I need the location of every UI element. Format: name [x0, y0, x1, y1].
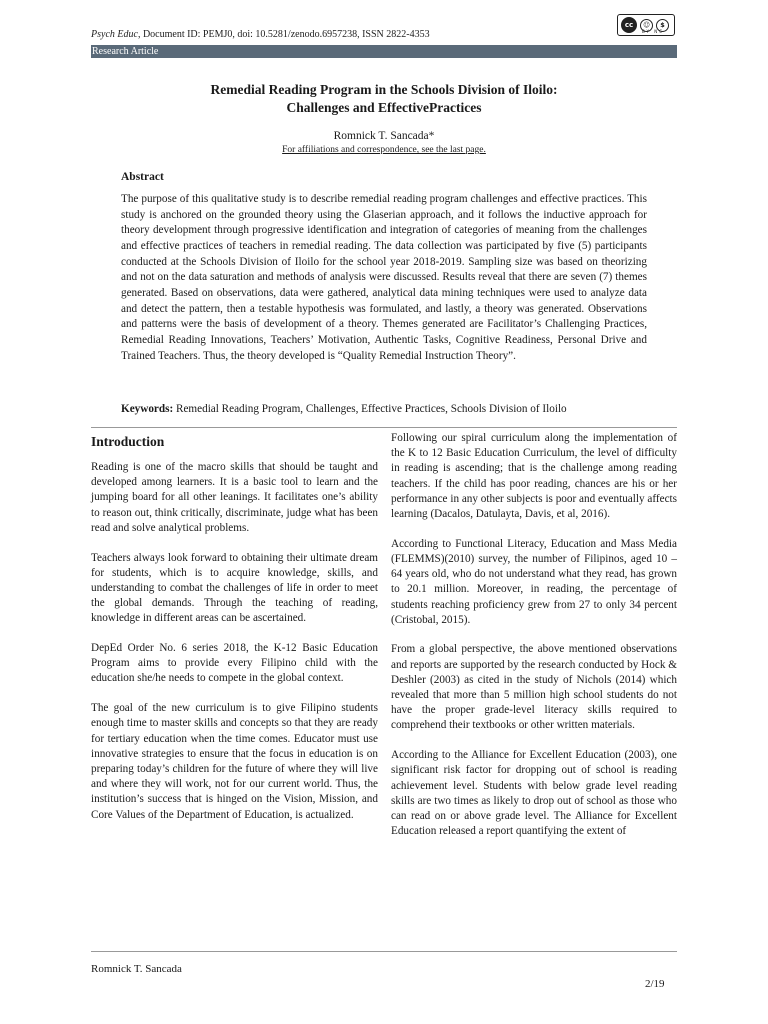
article-title — [91, 81, 677, 117]
document-meta: , Document ID: PEMJ0, doi: 10.5281/zenodo.6957238, ISSN 2822-4353 — [137, 29, 430, 40]
section-divider — [91, 427, 677, 428]
title-line-1: Remedial Reading Program in the Schools Division of Iloilo: — [210, 82, 558, 97]
author-name: Romnick T. Sancada* — [333, 130, 435, 142]
nc-icon: $ — [656, 19, 669, 32]
title-line-2: Challenges and EffectivePractices — [286, 100, 482, 115]
keywords-text: Remedial Reading Program, Challenges, Effective Practices, Schools Division of Iloilo — [173, 403, 567, 415]
cc-license-badge[interactable] — [617, 14, 675, 36]
by-icon: ☺ — [640, 19, 653, 32]
abstract-text: The purpose of this qualitative study is to describe remedial reading program challenges and effective practices. This study is anchored on the grounded theory using the Glaserian approach, and it follows the inductive approach for theory development through progressive identification and integration of categories of meaning from the challenges and effective practices of teachers in remedial reading. The data collection was participated by five (5) participants conducted at the Schools Division of Iloilo for the school year 2018-2019. Sampling size was based on theorizing and not on the data saturation and methods of analysis were discussed. Results reveal that there are seven (7) themes generated. Based on observations, data were gathered, analytical data mining techniques were used to analyze data and detect the pattern, then a testable hypothesis was formulated, and lastly, a theory was generated. Observations and patterns were the basis of development of a theory. Themes generated are Facilitator’s Challenging Practices, Remedial Reading Innovations, Teachers’ Motivation, Authentic Tasks, Cognitive Readiness, Personal Drive and Trained Teachers. Thus, the theory developed is “Quality Remedial Instruction Theory”. — [121, 193, 647, 362]
paragraph: According to the Alliance for Excellent Education (2003), one significant risk factor for dropping out of school is reading achievement level. Students with below grade level reading skills are two times as likely to drop out of school as those who can read on or above grade level. The Alliance for Excellent Education released a report quantifying the extent of — [391, 749, 677, 838]
left-column — [91, 433, 378, 837]
paragraph: Following our spiral curriculum along the implementation of the K to 12 Basic Education Curriculum, the level of difficulty in reading is ascending; that is the challenge among reading teachers. If the child has poor reading, chances are his or her performance in any other subjects is poor and eventually affects learning (Dacalos, Datulayta, Davis, et al, 2016). — [391, 432, 677, 521]
cc-icon: cc — [621, 17, 637, 33]
running-header — [91, 29, 430, 40]
keywords — [121, 403, 661, 415]
paragraph: From a global perspective, the above mentioned observations and reports are supported by the research conducted by Hock & Deshler (2003) as cited in the study of Nichols (2014) which revealed that more than 5 million high school students do not have the proper grade-level literacy skills required to comprehend their textbooks or other written materials. — [391, 643, 677, 732]
keywords-label: Keywords: — [121, 403, 174, 415]
introduction-heading: Introduction — [91, 434, 165, 449]
journal-name: Psych Educ — [91, 29, 138, 40]
abstract-heading: Abstract — [121, 171, 164, 183]
page-number: 2/19 — [645, 978, 665, 990]
footer-divider — [91, 951, 677, 952]
article-type-bar — [91, 45, 677, 58]
footer-author: Romnick T. Sancada — [91, 963, 182, 975]
article-type: Research Article — [92, 46, 159, 57]
paragraph: DepEd Order No. 6 series 2018, the K-12 Basic Education Program aims to provide every Filipino child with the education she/he needs to compete in the global context. — [91, 642, 378, 685]
paragraph: The goal of the new curriculum is to give Filipino students enough time to master skills and concepts so that they are ready for tertiary education when the time comes. Educator must use innovative strategies to ensure that the focus in education is on preparing today’s children for the future of where they will live and where they will work, not for our current world. Thus, the institution’s success that is hinged on the Vision, Mission, and Core Values of the Department of Education, is actualized. — [91, 702, 378, 821]
paragraph: Reading is one of the macro skills that should be taught and developed among learners. It is a basic tool to learn and the jumping board for all other leanings. It facilitates one’s ability to reason out, think critically, discriminate, judge what has been read and solve analytical problems. — [91, 461, 378, 534]
license-text: BY NC — [642, 29, 665, 34]
affiliation-link[interactable]: For affiliations and correspondence, see the last page. — [282, 145, 486, 155]
paragraph: According to Functional Literacy, Education and Mass Media (FLEMMS)(2010) survey, the number of Filipinos, aged 10 – 64 years old, who do not understand what they read, has grown to 20.1 million. Moreover, in reading, the percentage of students reaching proficiency grew from 27 to only 34 percent (Cristobal, 2015). — [391, 537, 677, 626]
paragraph: Teachers always look forward to obtaining their ultimate dream for students, which is to acquire knowledge, skills, and understanding to combat the challenges of life in order to meet the global demands. Through the teaching of reading, knowledge in different areas can be ascertained. — [91, 551, 378, 625]
right-column — [391, 431, 677, 854]
